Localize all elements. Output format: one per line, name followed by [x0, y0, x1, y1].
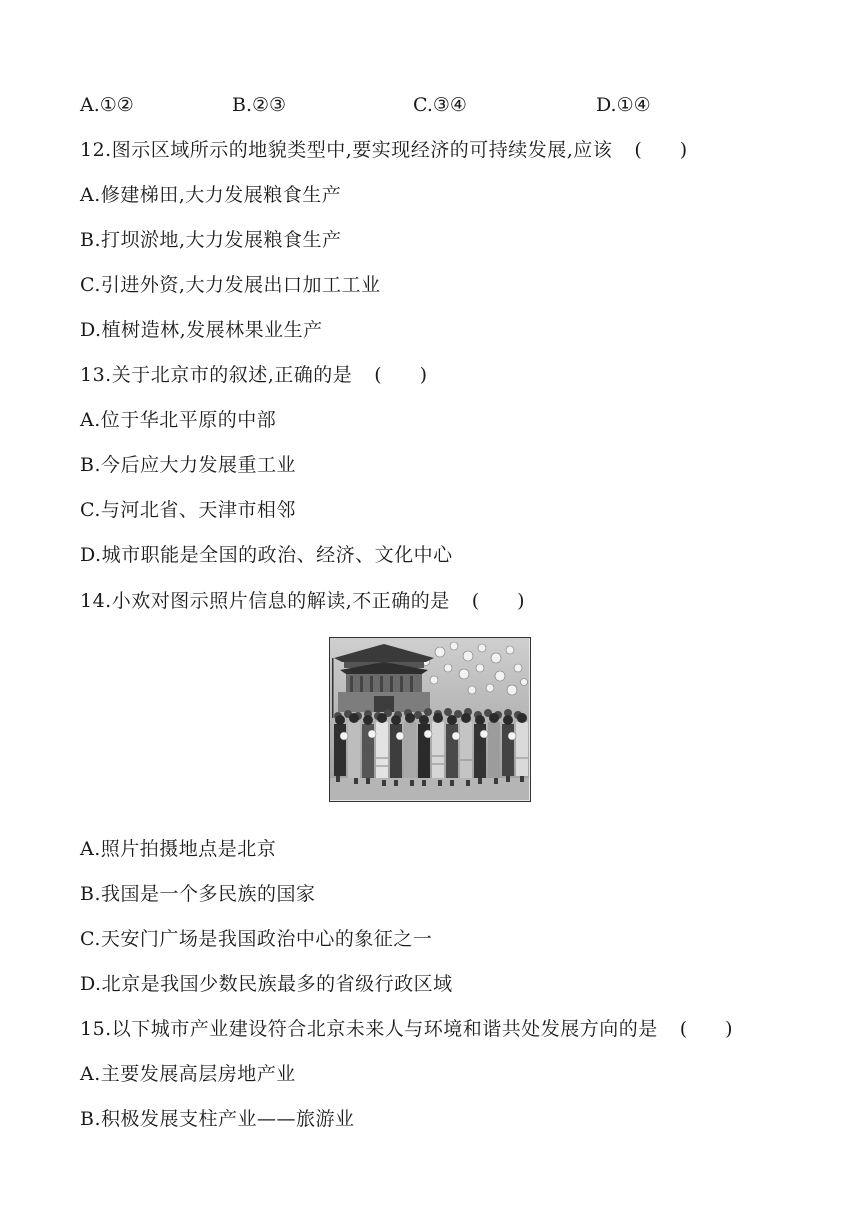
q13-option-d: D.城市职能是全国的政治、经济、文化中心	[80, 544, 453, 566]
q13-option-a: A.位于华北平原的中部	[80, 409, 277, 431]
q14-answer-paren: ( )	[471, 590, 525, 612]
q12-option-b: B.打坝淤地,大力发展粮食生产	[80, 229, 342, 251]
q13-option-c: C.与河北省、天津市相邻	[80, 499, 296, 521]
q14-option-c: C.天安门广场是我国政治中心的象征之一	[80, 928, 433, 950]
q13-answer-paren: ( )	[374, 364, 428, 386]
q14-stem-line	[80, 588, 525, 614]
q11-option-b: B.②③	[232, 94, 287, 116]
q12-answer-paren: ( )	[634, 139, 688, 161]
tiananmen-crowd-photo	[329, 637, 531, 802]
q14-option-b: B.我国是一个多民族的国家	[80, 883, 316, 905]
q14-option-a: A.照片拍摄地点是北京	[80, 838, 277, 860]
q14-stem: 14.小欢对图示照片信息的解读,不正确的是	[80, 590, 450, 612]
q12-option-a: A.修建梯田,大力发展粮食生产	[80, 184, 342, 206]
q12-stem: 12.图示区域所示的地貌类型中,要实现经济的可持续发展,应该	[80, 139, 613, 161]
q13-stem-line	[80, 362, 427, 388]
q11-option-c: C.③④	[413, 94, 467, 116]
q11-option-a: A.①②	[80, 94, 134, 116]
q12-option-d: D.植树造林,发展林果业生产	[80, 319, 323, 341]
q11-option-d: D.①④	[596, 94, 651, 116]
q11-options-row	[80, 92, 780, 118]
q15-option-b: B.积极发展支柱产业——旅游业	[80, 1108, 355, 1130]
q15-stem-line	[80, 1016, 733, 1042]
q12-option-c: C.引进外资,大力发展出口加工工业	[80, 274, 381, 296]
q14-option-d: D.北京是我国少数民族最多的省级行政区域	[80, 973, 453, 995]
q15-option-a: A.主要发展高层房地产业	[80, 1063, 296, 1085]
q13-stem: 13.关于北京市的叙述,正确的是	[80, 364, 353, 386]
q12-stem-line	[80, 137, 687, 163]
q15-answer-paren: ( )	[679, 1018, 733, 1040]
q15-stem: 15.以下城市产业建设符合北京未来人与环境和谐共处发展方向的是	[80, 1018, 658, 1040]
q13-option-b: B.今后应大力发展重工业	[80, 454, 297, 476]
